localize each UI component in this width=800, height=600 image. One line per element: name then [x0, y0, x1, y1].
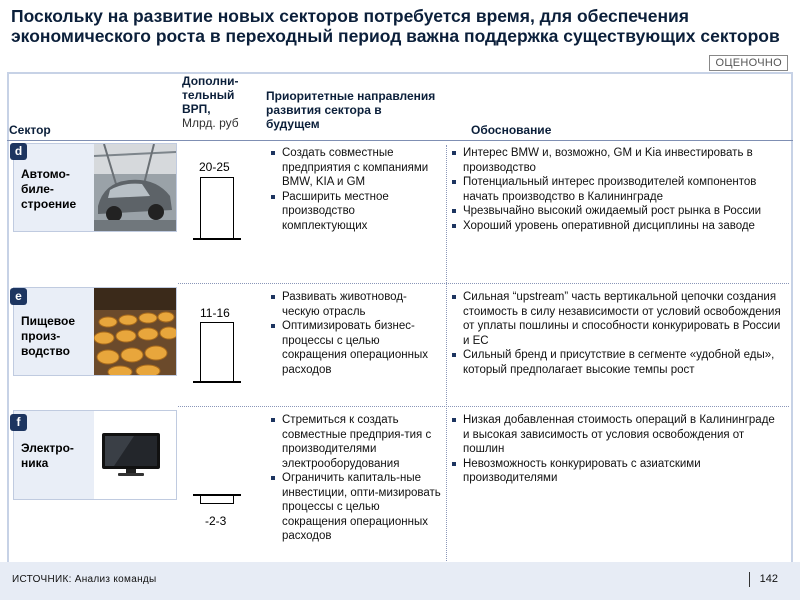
- list-item: Хороший уровень оперативной дисциплины на заводе: [451, 219, 781, 234]
- list-item: Интерес BMW и, возможно, GM и Kia инвестировать в производство: [451, 146, 781, 175]
- priorities-food: [270, 290, 442, 377]
- list-item: Низкая добавленная стоимость операций в Калининграде и высокая зависимость от условия освобождения от пошлин: [451, 413, 781, 457]
- rationale-electronics: [451, 413, 781, 486]
- list-item: Невозможность конкурировать с азиатскими производителями: [451, 457, 781, 486]
- list-item: Расширить местное производство комплектующих: [270, 190, 442, 234]
- rationale-automotive: [451, 146, 781, 233]
- car-factory-image: [94, 144, 176, 231]
- sector-name-electronics: Электро- ника: [21, 441, 74, 470]
- vrp-bar-automotive: [200, 177, 234, 239]
- vrp-bar-food: [200, 322, 234, 382]
- vrp-value-electronics: -2-3: [205, 514, 227, 528]
- slide-title: Поскольку на развитие новых секторов потребуется время, для обеспечения экономического роста в переходный период важна поддержка существующих секторов: [11, 6, 780, 46]
- vrp-baseline-food: [193, 381, 241, 383]
- column-divider: [446, 145, 447, 561]
- sector-card-automotive: [13, 143, 177, 232]
- source-note: ИСТОЧНИК: Анализ команды: [12, 574, 157, 585]
- list-item: Стремиться к создать совместные предприя-тия с производителями электрооборудования: [270, 413, 442, 471]
- tv-image: [94, 411, 176, 499]
- list-item: Развивать животновод-ческую отрасль: [270, 290, 442, 319]
- priorities-automotive: [270, 146, 442, 233]
- page-divider: [749, 572, 750, 587]
- header-vrp: Дополни- тельный ВРП, Млрд. руб: [182, 74, 239, 130]
- priorities-electronics: [270, 413, 442, 544]
- list-item: Оптимизировать бизнес-процессы с целью сокращения операционных расходов: [270, 319, 442, 377]
- list-item: Потенциальный интерес производителей компонентов начать производство в Калининграде: [451, 175, 781, 204]
- sector-card-electronics: [13, 410, 177, 500]
- sector-letter-f: f: [10, 414, 27, 431]
- page-number: 142: [759, 573, 778, 585]
- sector-name-food: Пищевое произ- водство: [21, 314, 76, 358]
- header-divider: [7, 140, 793, 141]
- rationale-food: [451, 290, 781, 377]
- header-vrp-unit: Млрд. руб: [182, 116, 239, 130]
- sector-name-automotive: Автомо- биле- строение: [21, 167, 77, 211]
- sector-card-food: [13, 287, 177, 376]
- list-item: Чрезвычайно высокий ожидаемый рост рынка в России: [451, 204, 781, 219]
- header-rationale: Обоснование: [471, 123, 552, 137]
- vrp-bar-electronics: [200, 495, 234, 504]
- list-item: Сильная “upstream” часть вертикальной цепочки создания стоимость в силу независимости от условий освобождения от уплаты пошлины и способности конкурировать в России и ЕС: [451, 290, 781, 348]
- list-item: Сильный бренд и присутствие в сегменте «удобной еды», который предполагает высокие темпы рост: [451, 348, 781, 377]
- header-priorities: Приоритетные направления развития сектора в будущем: [266, 89, 436, 131]
- sector-letter-d: d: [10, 143, 27, 160]
- vrp-value-automotive: 20-25: [199, 160, 230, 174]
- list-item: Создать совместные предприятия с компаниями BMW, KIA и GM: [270, 146, 442, 190]
- header-sector: Сектор: [9, 123, 51, 137]
- vrp-baseline-automotive: [193, 238, 241, 240]
- bakery-image: [94, 288, 176, 375]
- sector-letter-e: e: [10, 288, 27, 305]
- estimate-tag: ОЦЕНОЧНО: [709, 55, 788, 71]
- list-item: Ограничить капиталь-ные инвестиции, опти-мизировать процессы с целью сокращения операционных расходов: [270, 471, 442, 544]
- vrp-value-food: 11-16: [200, 306, 230, 320]
- row-divider-1: [178, 283, 789, 284]
- row-divider-2: [178, 406, 789, 407]
